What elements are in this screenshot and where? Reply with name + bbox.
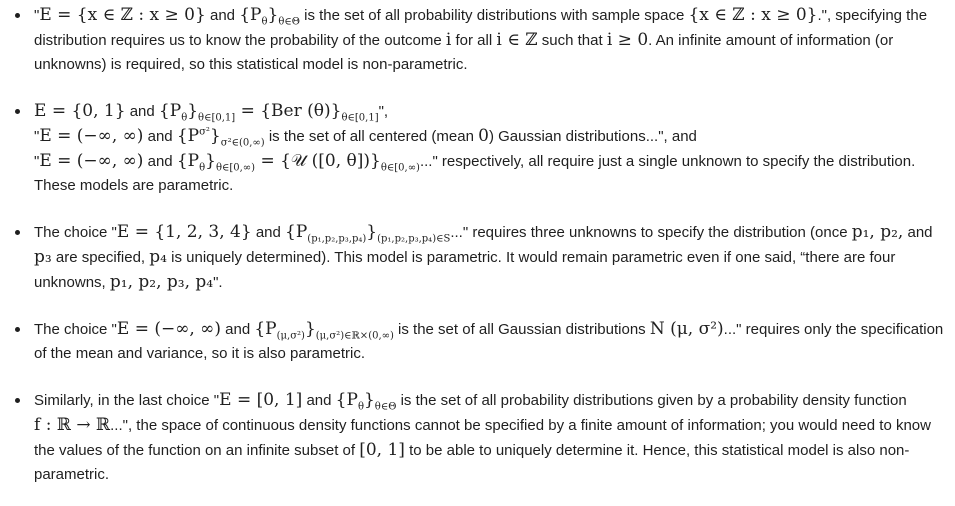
math-sup: σ²	[199, 126, 210, 138]
math-part: {P	[285, 222, 308, 242]
list-item	[14, 317, 947, 366]
math-part: = {Ber (θ)}	[235, 101, 342, 121]
math-sub: θ∈Θ	[374, 401, 397, 413]
math: p₁, p₂,	[851, 222, 904, 242]
math: f : ℝ → ℝ	[34, 415, 111, 435]
math: {x ∈ ℤ : x ≥ 0}	[688, 5, 818, 25]
text: and	[251, 224, 286, 241]
math: E = [0, 1]	[219, 390, 303, 410]
text: and	[143, 128, 177, 145]
math: i ≥ 0	[606, 30, 649, 50]
math-part: {P	[254, 319, 277, 339]
text: such that	[537, 32, 607, 49]
math-part: }	[187, 101, 199, 121]
text: ..." requires three unknowns to specify the distribution (once	[450, 224, 852, 241]
text: "	[34, 153, 40, 170]
text: is uniquely determined). This model is parametric. It would remain parametric even if one said, “there are four unknowns,	[34, 249, 896, 291]
math-part: {P	[239, 5, 262, 25]
bullet-dot	[15, 109, 20, 114]
math: E = (−∞, ∞)	[39, 151, 144, 171]
list-item	[14, 220, 947, 295]
math-sub: θ∈[0,∞)	[215, 162, 256, 174]
math: 0	[478, 126, 489, 146]
math-part: {P	[176, 151, 200, 171]
math	[176, 126, 265, 149]
bullet-dot	[15, 230, 20, 235]
bullet-dot	[15, 13, 20, 18]
list-item	[14, 99, 947, 198]
text: and	[143, 153, 177, 170]
text: .", specifying the distribution requires us to know the probability of the outcome	[34, 7, 928, 49]
math-sub: θ	[261, 16, 268, 28]
text: is the set of all probability distributions with sample space	[299, 7, 689, 24]
math-sub: (μ,σ²)∈ℝ×(0,∞)	[315, 330, 394, 342]
text: ..." requires only the specification of the mean and variance, so it is also parametric.	[34, 321, 944, 362]
text: and	[302, 392, 336, 409]
text: for all	[451, 32, 497, 49]
list-item	[14, 3, 947, 77]
math: E = {1, 2, 3, 4}	[116, 222, 252, 242]
text: is the set of all Gaussian distributions	[393, 321, 650, 338]
math: p₄	[149, 247, 167, 267]
math	[239, 5, 300, 28]
math-part: }	[209, 126, 221, 146]
text: to be able to uniquely determine it. Hence, this statistical model is also non-parametric.	[34, 442, 910, 483]
math-sub: θ∈[0,∞)	[380, 162, 420, 174]
math	[254, 319, 394, 342]
math-sub: (p₁,p₂,p₃,p₄)∈S	[377, 233, 451, 245]
math-part: {P	[176, 126, 200, 146]
text: ..." respectively, all require just a single unknown to specify the distribution. These models are parametric.	[34, 153, 916, 194]
text: are specified,	[51, 249, 150, 266]
math: E = {0, 1}	[34, 101, 126, 121]
math-part: }	[366, 222, 378, 242]
text: and	[205, 7, 240, 24]
math-part: }	[267, 5, 279, 25]
math-part: }	[304, 319, 316, 339]
math-sub: θ∈[0,1]	[198, 112, 236, 124]
text: and	[903, 224, 933, 241]
math-sub: σ²∈(0,∞)	[220, 137, 265, 149]
math: N (μ, σ²)	[649, 319, 724, 339]
text: "	[34, 7, 40, 24]
text: The choice "	[34, 224, 117, 241]
math	[285, 222, 451, 245]
math-sub: θ	[357, 401, 364, 413]
text: is the set of all centered (mean	[264, 128, 479, 145]
math	[176, 151, 420, 174]
math	[158, 101, 379, 124]
math: [0, 1]	[359, 440, 405, 460]
bullet-dot	[15, 398, 20, 403]
math: E = (−∞, ∞)	[116, 319, 221, 339]
text: Similarly, in the last choice "	[34, 392, 220, 409]
list-item	[14, 388, 947, 487]
text: and	[220, 321, 255, 338]
math: p₃	[34, 247, 52, 267]
math-part: {P	[335, 390, 358, 410]
math: p₁, p₂, p₃, p₄	[109, 272, 214, 292]
text: ".	[213, 274, 223, 291]
bullet-dot	[15, 327, 20, 332]
text: is the set of all probability distributions given by a probability density function	[396, 392, 907, 409]
math	[335, 390, 397, 413]
text: The choice "	[34, 321, 117, 338]
line	[34, 149, 947, 198]
math: E = (−∞, ∞)	[39, 126, 144, 146]
text: ...", the space of continuous density functions cannot be specified by a finite amount of information; you would need to know the values of the function on an infinite subset of	[34, 417, 931, 459]
math-sub: (p₁,p₂,p₃,p₄)	[307, 233, 367, 245]
math-part: }	[205, 151, 216, 171]
math: i ∈ ℤ	[496, 30, 538, 50]
text: ) Gaussian distributions...", and	[488, 128, 697, 145]
math-part: {P	[158, 101, 182, 121]
math-part: }	[363, 390, 375, 410]
math-part: = {𝒰 ([0, θ])}	[255, 151, 381, 171]
text: and	[125, 103, 159, 120]
document-body	[0, 3, 955, 506]
math-sub: θ	[199, 162, 206, 174]
math-sub: θ	[181, 112, 188, 124]
math-sub: θ∈Θ	[278, 16, 300, 28]
math: i	[445, 30, 452, 50]
math-sub: (μ,σ²)	[276, 330, 305, 342]
math: E = {x ∈ ℤ : x ≥ 0}	[39, 5, 206, 25]
math-sub: θ∈[0,1]	[341, 112, 379, 124]
text: "	[34, 128, 40, 145]
line	[34, 99, 947, 124]
text: ",	[378, 103, 389, 120]
text: . An infinite amount of information (or unknowns) is required, so this statistical model is non-parametric.	[34, 32, 894, 73]
line	[34, 124, 947, 149]
bullet-list	[14, 3, 947, 487]
